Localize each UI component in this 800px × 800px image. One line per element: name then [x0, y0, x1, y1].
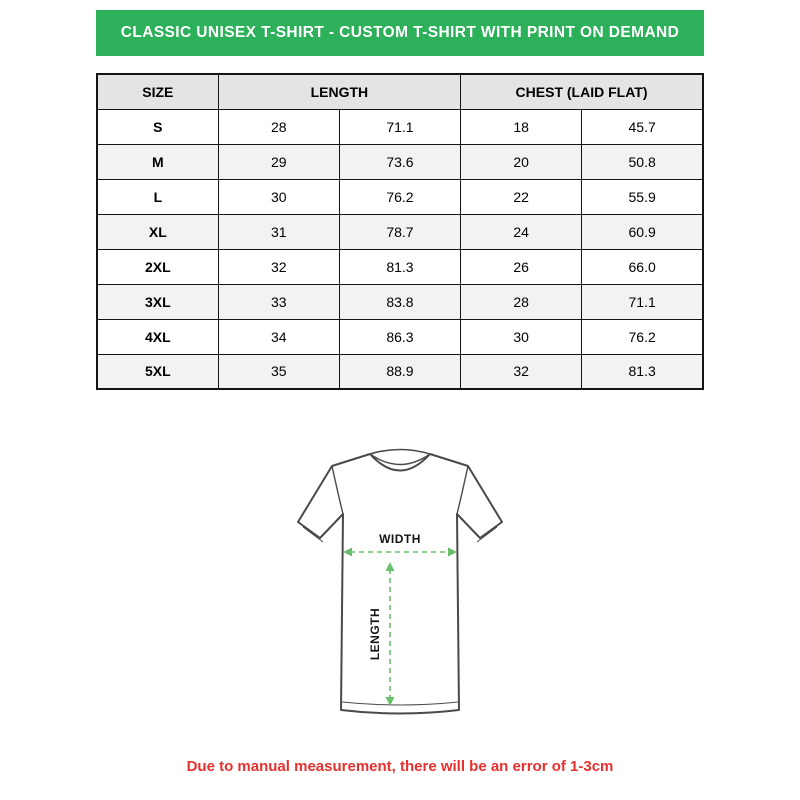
- measurement-cell: 28: [461, 284, 582, 319]
- measurement-cell: 34: [218, 319, 339, 354]
- measurement-cell: 45.7: [582, 109, 703, 144]
- title-banner: CLASSIC UNISEX T-SHIRT - CUSTOM T-SHIRT WITH PRINT ON DEMAND: [96, 10, 704, 56]
- measurement-cell: 66.0: [582, 249, 703, 284]
- measurement-cell: 30: [461, 319, 582, 354]
- length-label: LENGTH: [368, 607, 382, 661]
- measurement-cell: 29: [218, 144, 339, 179]
- width-label: WIDTH: [379, 532, 421, 546]
- size-label-cell: XL: [97, 214, 218, 249]
- column-header-size: SIZE: [97, 74, 218, 109]
- measurement-cell: 81.3: [339, 249, 460, 284]
- measurement-cell: 33: [218, 284, 339, 319]
- measurement-cell: 31: [218, 214, 339, 249]
- table-row: [97, 144, 703, 179]
- measurement-cell: 81.3: [582, 354, 703, 389]
- table-row: [97, 179, 703, 214]
- measurement-cell: 76.2: [582, 319, 703, 354]
- measurement-cell: 71.1: [339, 109, 460, 144]
- measurement-cell: 71.1: [582, 284, 703, 319]
- measurement-cell: 73.6: [339, 144, 460, 179]
- size-label-cell: 2XL: [97, 249, 218, 284]
- column-header-chest: CHEST (LAID FLAT): [461, 74, 703, 109]
- header-row: [97, 74, 703, 109]
- table-row: [97, 319, 703, 354]
- measurement-error-note: Due to manual measurement, there will be an error of 1-3cm: [186, 758, 614, 775]
- table-row: [97, 109, 703, 144]
- measurement-cell: 60.9: [582, 214, 703, 249]
- collar-back-line: [370, 450, 430, 455]
- measurement-cell: 18: [461, 109, 582, 144]
- table-row: [97, 284, 703, 319]
- measurement-diagram: [0, 430, 800, 732]
- measurement-cell: 78.7: [339, 214, 460, 249]
- size-label-cell: 4XL: [97, 319, 218, 354]
- size-label-cell: 5XL: [97, 354, 218, 389]
- tshirt-outline: [298, 454, 502, 714]
- measurement-cell: 35: [218, 354, 339, 389]
- measurement-cell: 20: [461, 144, 582, 179]
- measurement-cell: 32: [461, 354, 582, 389]
- measurement-cell: 83.8: [339, 284, 460, 319]
- measurement-cell: 24: [461, 214, 582, 249]
- measurement-cell: 32: [218, 249, 339, 284]
- measurement-cell: 55.9: [582, 179, 703, 214]
- measurement-cell: 50.8: [582, 144, 703, 179]
- size-label-cell: 3XL: [97, 284, 218, 319]
- measurement-cell: 86.3: [339, 319, 460, 354]
- size-chart-section: [96, 73, 704, 390]
- table-row: [97, 249, 703, 284]
- table-row: [97, 214, 703, 249]
- size-label-cell: M: [97, 144, 218, 179]
- size-label-cell: L: [97, 179, 218, 214]
- tshirt-diagram: [240, 430, 560, 732]
- size-chart-table: [96, 73, 704, 390]
- measurement-cell: 28: [218, 109, 339, 144]
- measurement-cell: 76.2: [339, 179, 460, 214]
- table-row: [97, 354, 703, 389]
- measurement-cell: 88.9: [339, 354, 460, 389]
- measurement-cell: 30: [218, 179, 339, 214]
- measurement-cell: 22: [461, 179, 582, 214]
- size-label-cell: S: [97, 109, 218, 144]
- column-header-length: LENGTH: [218, 74, 460, 109]
- measurement-cell: 26: [461, 249, 582, 284]
